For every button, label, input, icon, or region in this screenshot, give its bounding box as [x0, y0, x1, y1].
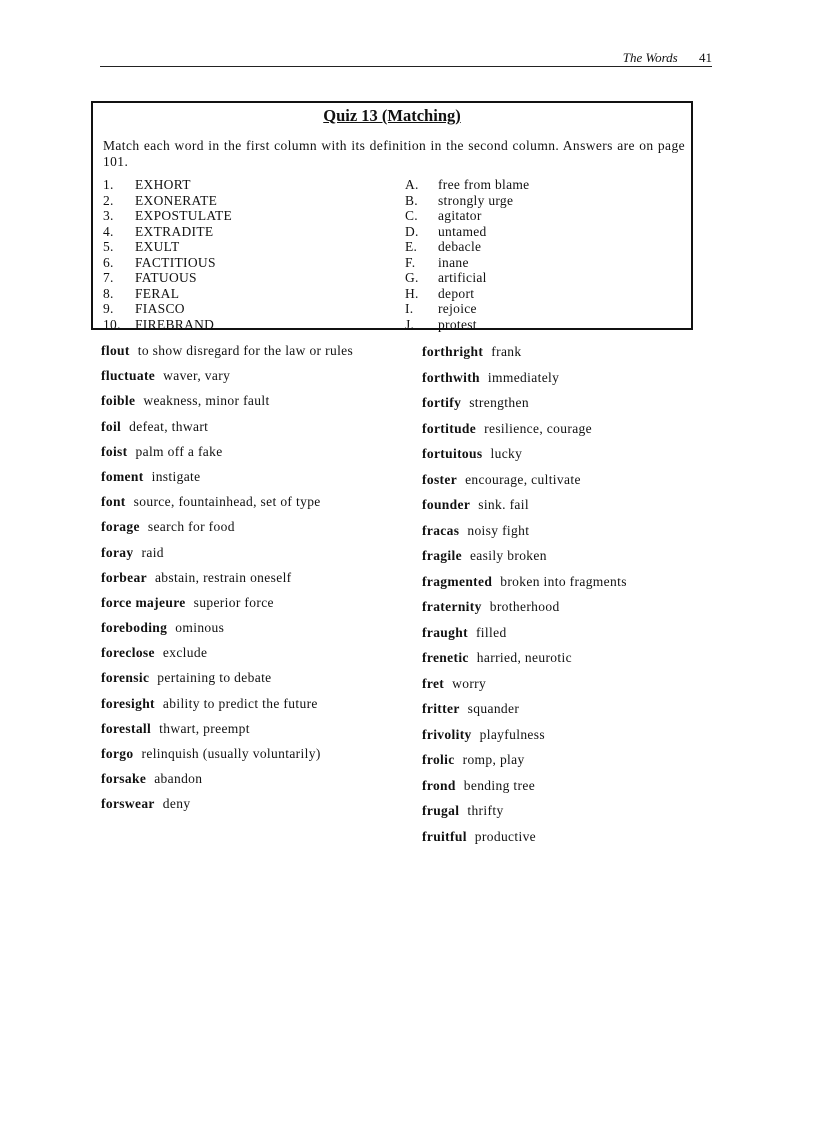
vocab-entry: [422, 701, 742, 716]
vocab-term: fortitude: [422, 420, 477, 436]
quiz-item-letter: I.: [405, 301, 414, 316]
vocab-entry: [422, 803, 742, 818]
vocab-term: frugal: [422, 803, 460, 819]
quiz-item-word: EXULT: [135, 239, 180, 254]
vocab-term: flout: [101, 343, 130, 358]
quiz-item-number: 2.: [103, 192, 114, 208]
vocab-definition: pertaining to debate: [157, 670, 272, 686]
quiz-item-definition: artificial: [438, 270, 487, 285]
quiz-item-number: 1.: [103, 177, 114, 192]
vocab-column-right: [422, 344, 742, 854]
vocab-entry: [422, 446, 742, 461]
vocab-term: fret: [422, 675, 445, 691]
quiz-item-letter: H.: [405, 285, 419, 301]
vocab-definition: deny: [162, 796, 191, 812]
vocab-entry: [101, 444, 421, 459]
quiz-item-definition: rejoice: [438, 301, 477, 316]
vocab-entry: [422, 395, 742, 410]
quiz-item-definition: inane: [438, 254, 469, 270]
vocab-entry: [422, 344, 742, 359]
vocab-entry: [422, 599, 742, 614]
vocab-definition: ability to predict the future: [162, 695, 318, 711]
quiz-item-definition: debacle: [438, 239, 482, 254]
quiz-row: [103, 193, 663, 209]
vocab-definition: resilience, courage: [484, 420, 592, 436]
quiz-instructions: Match each word in the first column with its definition in the second column. Answers are on page 101.: [103, 138, 685, 169]
vocab-entry: [101, 670, 421, 685]
vocab-entry: [422, 778, 742, 793]
vocab-definition: lucky: [490, 446, 523, 462]
page-number: 41: [699, 50, 712, 65]
quiz-row: [103, 255, 663, 271]
vocab-definition: playfulness: [479, 726, 545, 742]
vocab-entry: [101, 620, 421, 635]
quiz-item-definition: free from blame: [438, 177, 530, 192]
vocab-definition: raid: [141, 544, 164, 560]
vocab-term: force majeure: [101, 594, 186, 610]
quiz-row: [103, 208, 663, 224]
vocab-definition: brotherhood: [489, 599, 560, 615]
vocab-entry: [422, 625, 742, 640]
quiz-item-word: EXPOSTULATE: [135, 208, 233, 223]
quiz-item-letter: A.: [405, 177, 419, 192]
vocab-entry: [101, 368, 421, 383]
vocab-term: foray: [101, 544, 134, 560]
vocab-definition: frank: [491, 344, 522, 359]
quiz-item-number: 4.: [103, 223, 114, 239]
vocab-definition: harried, neurotic: [476, 650, 572, 666]
vocab-definition: easily broken: [469, 548, 547, 564]
quiz-item-definition: untamed: [438, 223, 487, 239]
vocab-definition: defeat, thwart: [129, 418, 209, 434]
vocab-definition: search for food: [147, 519, 235, 535]
vocab-definition: to show disregard for the law or rules: [137, 343, 354, 358]
quiz-item-word: FATUOUS: [135, 270, 197, 285]
vocab-definition: superior force: [193, 594, 274, 610]
vocab-entry: [422, 523, 742, 538]
quiz-item-word: EXTRADITE: [135, 223, 214, 239]
vocab-term: frivolity: [422, 726, 472, 742]
vocab-term: fortuitous: [422, 446, 483, 462]
quiz-item-word: FERAL: [135, 285, 180, 301]
quiz-item-number: 8.: [103, 285, 114, 301]
vocab-term: forswear: [101, 796, 155, 812]
vocab-definition: abandon: [154, 771, 203, 787]
vocab-term: founder: [422, 497, 471, 513]
vocab-entry: [101, 519, 421, 534]
vocab-term: fritter: [422, 701, 460, 717]
quiz-item-letter: B.: [405, 192, 418, 208]
vocab-term: foreclose: [101, 645, 155, 661]
vocab-entry: [422, 574, 742, 589]
vocab-term: fracas: [422, 522, 460, 538]
quiz-item-number: 9.: [103, 301, 114, 316]
vocab-definition: filled: [475, 624, 507, 640]
quiz-item-definition: deport: [438, 285, 475, 301]
vocab-entry: [422, 676, 742, 691]
vocab-definition: exclude: [162, 645, 208, 661]
quiz-box: [91, 101, 693, 330]
vocab-entry: [101, 771, 421, 786]
quiz-item-number: 10.: [103, 316, 121, 332]
vocab-term: foible: [101, 393, 136, 409]
running-header: [100, 50, 712, 67]
vocab-entry: [101, 419, 421, 434]
vocab-definition: productive: [474, 828, 537, 844]
vocab-term: forthright: [422, 344, 484, 359]
vocab-entry: [422, 752, 742, 767]
vocab-definition: abstain, restrain oneself: [154, 569, 292, 585]
vocab-column-left: [101, 343, 421, 822]
vocab-term: fortify: [422, 395, 462, 411]
quiz-item-word: FIREBRAND: [135, 316, 215, 332]
vocab-definition: thrifty: [467, 803, 504, 819]
quiz-item-word: EXHORT: [135, 177, 191, 192]
quiz-item-definition: protest: [438, 316, 477, 332]
section-title: The Words: [622, 50, 678, 65]
vocab-entry: [422, 829, 742, 844]
vocab-definition: broken into fragments: [500, 573, 627, 589]
vocab-definition: weakness, minor fault: [143, 393, 270, 409]
quiz-item-word: EXONERATE: [135, 192, 218, 208]
vocab-definition: source, fountainhead, set of type: [133, 494, 321, 510]
quiz-item-letter: J.: [405, 316, 415, 332]
quiz-item-letter: C.: [405, 208, 418, 223]
vocab-term: forensic: [101, 670, 150, 686]
quiz-row: [103, 286, 663, 302]
vocab-definition: relinquish (usually voluntarily): [141, 746, 321, 761]
vocab-term: forbear: [101, 569, 147, 585]
vocab-entry: [101, 494, 421, 509]
vocab-definition: bending tree: [463, 777, 536, 793]
vocab-term: forsake: [101, 771, 147, 787]
vocab-term: frenetic: [422, 650, 469, 666]
vocab-definition: strengthen: [469, 395, 529, 411]
vocab-term: fraternity: [422, 599, 482, 615]
vocab-term: frond: [422, 777, 456, 793]
vocab-entry: [422, 548, 742, 563]
quiz-item-number: 6.: [103, 254, 114, 270]
vocab-definition: romp, play: [462, 752, 525, 768]
quiz-item-letter: E.: [405, 239, 418, 254]
quiz-item-word: FIASCO: [135, 301, 185, 316]
vocab-term: forgo: [101, 746, 134, 761]
quiz-row: [103, 177, 663, 193]
vocab-definition: thwart, preempt: [159, 720, 250, 736]
quiz-row: [103, 224, 663, 240]
vocab-entry: [422, 421, 742, 436]
vocab-entry: [101, 343, 421, 358]
quiz-item-letter: D.: [405, 223, 419, 239]
quiz-row: [103, 239, 663, 255]
vocab-definition: sink. fail: [478, 497, 529, 513]
vocab-entry: [101, 545, 421, 560]
vocab-term: font: [101, 494, 126, 510]
quiz-item-number: 3.: [103, 208, 114, 223]
vocab-term: fraught: [422, 624, 468, 640]
vocab-definition: squander: [467, 701, 520, 717]
quiz-item-letter: F.: [405, 254, 416, 270]
vocab-entry: [101, 469, 421, 484]
vocab-term: foil: [101, 418, 122, 434]
vocab-definition: waver, vary: [163, 368, 231, 384]
vocab-term: frolic: [422, 752, 455, 768]
vocab-term: fragile: [422, 548, 462, 564]
quiz-title: [93, 106, 691, 126]
quiz-item-number: 7.: [103, 270, 114, 285]
quiz-row: [103, 301, 663, 317]
vocab-term: foreboding: [101, 620, 168, 636]
vocab-term: forestall: [101, 720, 152, 736]
quiz-item-number: 5.: [103, 239, 114, 254]
vocab-term: foment: [101, 468, 144, 484]
vocab-definition: immediately: [487, 369, 560, 385]
vocab-term: foist: [101, 443, 128, 459]
quiz-row: [103, 270, 663, 286]
vocab-term: forthwith: [422, 369, 480, 385]
vocab-term: fragmented: [422, 573, 493, 589]
quiz-title-text: Quiz 13 (Matching): [323, 106, 461, 125]
vocab-entry: [101, 696, 421, 711]
vocab-term: foresight: [101, 695, 155, 711]
vocab-entry: [422, 727, 742, 742]
vocab-entry: [101, 570, 421, 585]
vocab-entry: [101, 796, 421, 811]
vocab-definition: ominous: [175, 620, 225, 636]
quiz-item-letter: G.: [405, 270, 419, 285]
vocab-entry: [101, 645, 421, 660]
vocab-entry: [101, 393, 421, 408]
vocab-entry: [422, 497, 742, 512]
vocab-term: fluctuate: [101, 368, 156, 384]
vocab-entry: [422, 472, 742, 487]
vocab-definition: worry: [452, 675, 487, 691]
quiz-item-definition: strongly urge: [438, 192, 514, 208]
vocab-entry: [101, 746, 421, 761]
vocab-term: foster: [422, 471, 458, 487]
vocab-definition: palm off a fake: [135, 443, 223, 459]
vocab-definition: noisy fight: [467, 522, 530, 538]
quiz-item-word: FACTITIOUS: [135, 254, 216, 270]
quiz-row: [103, 317, 663, 333]
vocab-entry: [422, 650, 742, 665]
vocab-definition: instigate: [151, 468, 201, 484]
vocab-entry: [101, 721, 421, 736]
vocab-definition: encourage, cultivate: [465, 471, 581, 487]
vocab-term: forage: [101, 519, 140, 535]
vocab-entry: [101, 595, 421, 610]
vocab-entry: [422, 370, 742, 385]
vocab-term: fruitful: [422, 828, 467, 844]
quiz-item-definition: agitator: [438, 208, 482, 223]
